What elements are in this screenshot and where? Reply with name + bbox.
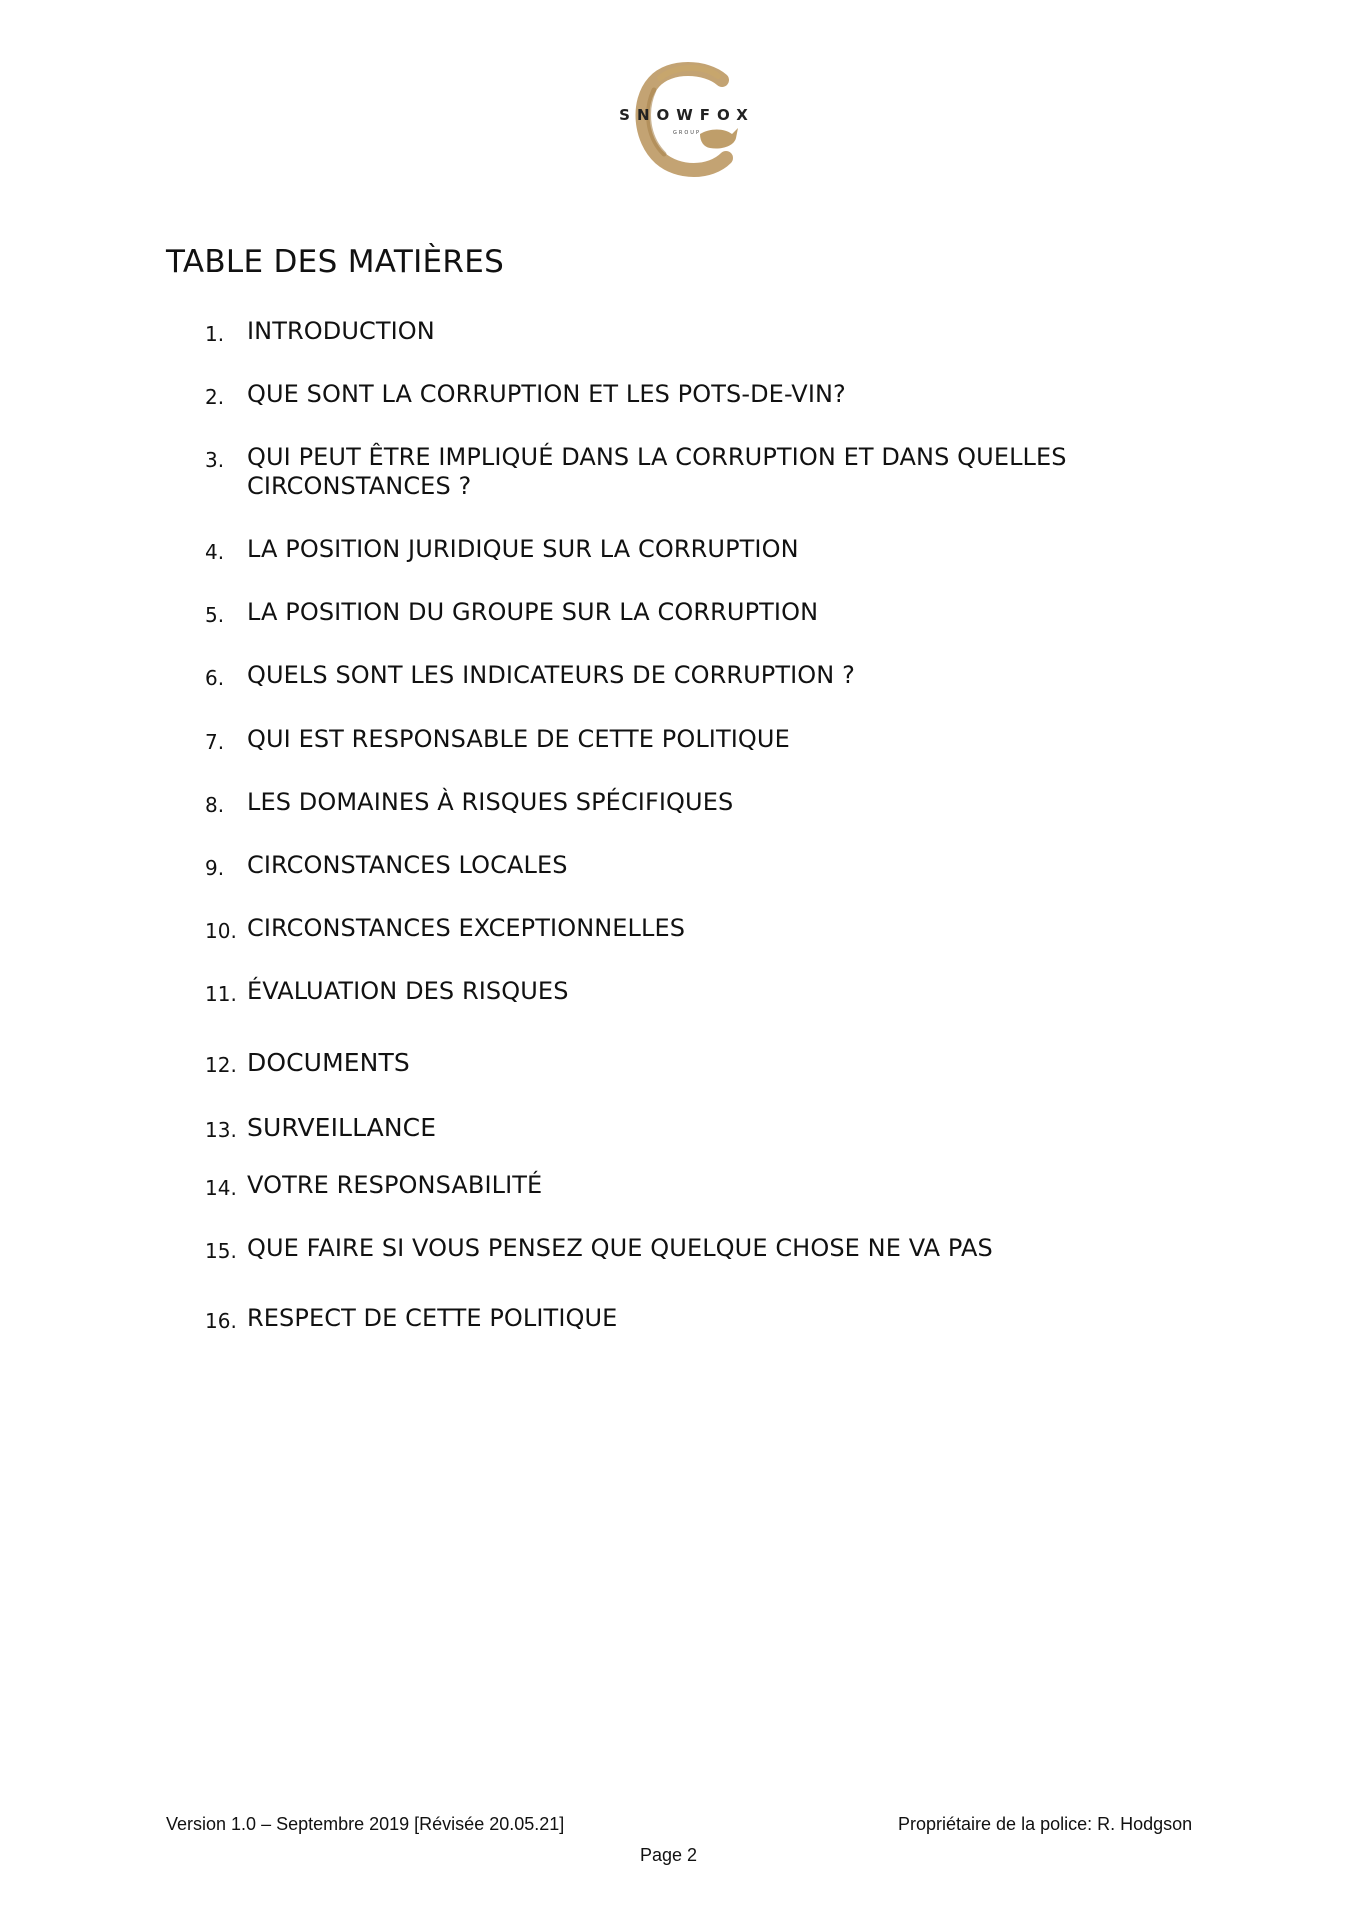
toc-item-number: 2. [205,385,225,409]
toc-item-label: QUI PEUT ÊTRE IMPLIQUÉ DANS LA CORRUPTION ET DANS QUELLES CIRCONSTANCES ? [247,443,1067,500]
logo-brand-text: SNOWFOX [619,106,755,124]
toc-item-label: VOTRE RESPONSABILITÉ [247,1171,543,1199]
footer-page-number: Page 2 [640,1845,698,1865]
toc-item-label: QUI EST RESPONSABLE DE CETTE POLITIQUE [247,725,790,753]
toc-item[interactable] [205,661,1105,693]
toc-item-label: LA POSITION JURIDIQUE SUR LA CORRUPTION [247,535,799,563]
toc-item-label: CIRCONSTANCES LOCALES [247,851,568,879]
toc-item-label: LES DOMAINES À RISQUES SPÉCIFIQUES [247,788,734,816]
toc-item-label: ÉVALUATION DES RISQUES [247,977,569,1005]
toc-item[interactable] [205,598,1105,630]
toc-item-number: 13. [205,1118,237,1142]
toc-item[interactable] [205,914,1105,946]
toc-item[interactable] [205,1304,1105,1336]
toc-item-label: SURVEILLANCE [247,1113,437,1142]
toc-item-label: INTRODUCTION [247,317,435,345]
toc-item[interactable] [205,1234,1105,1266]
toc-item[interactable] [205,443,1105,501]
toc-item[interactable] [205,1171,1105,1203]
toc-item[interactable] [205,725,1105,757]
toc-item[interactable] [205,851,1105,883]
toc-item-label: LA POSITION DU GROUPE SUR LA CORRUPTION [247,598,819,626]
toc-item[interactable] [205,788,1105,820]
toc-item-number: 3. [205,448,225,472]
toc-item[interactable] [205,977,1105,1009]
toc-item-label: QUELS SONT LES INDICATEURS DE CORRUPTION ? [247,661,855,689]
toc-item-label: QUE FAIRE SI VOUS PENSEZ QUE QUELQUE CHOSE NE VA PAS [247,1234,993,1262]
toc-item-number: 16. [205,1309,237,1333]
toc-item-number: 6. [205,666,225,690]
logo-sub-text: GROUP [673,130,701,136]
footer-version: Version 1.0 – Septembre 2019 [Révisée 20.05.21] [166,1814,565,1834]
toc-title: TABLE DES MATIÈRES [166,244,505,280]
toc-item[interactable] [205,380,1105,412]
toc-item-number: 1. [205,322,225,346]
toc-item-number: 15. [205,1239,237,1263]
toc-item-number: 8. [205,793,225,817]
toc-item[interactable] [205,317,1105,349]
toc-item-number: 14. [205,1176,237,1200]
toc-item-label: QUE SONT LA CORRUPTION ET LES POTS-DE-VIN? [247,380,846,408]
toc-item[interactable] [205,535,1105,567]
toc-item-number: 7. [205,730,225,754]
footer-owner: Propriétaire de la police: R. Hodgson [898,1814,1193,1834]
toc-item-number: 11. [205,982,237,1006]
toc-item-number: 4. [205,540,225,564]
toc-item-label: CIRCONSTANCES EXCEPTIONNELLES [247,914,686,942]
toc-item-number: 10. [205,919,237,943]
toc-item-label: DOCUMENTS [247,1048,410,1077]
toc-item-label: RESPECT DE CETTE POLITIQUE [247,1304,618,1332]
toc-item[interactable] [205,1048,1105,1080]
toc-item-number: 9. [205,856,225,880]
toc-item-number: 12. [205,1053,237,1077]
toc-item-number: 5. [205,603,225,627]
toc-item[interactable] [205,1113,1105,1145]
